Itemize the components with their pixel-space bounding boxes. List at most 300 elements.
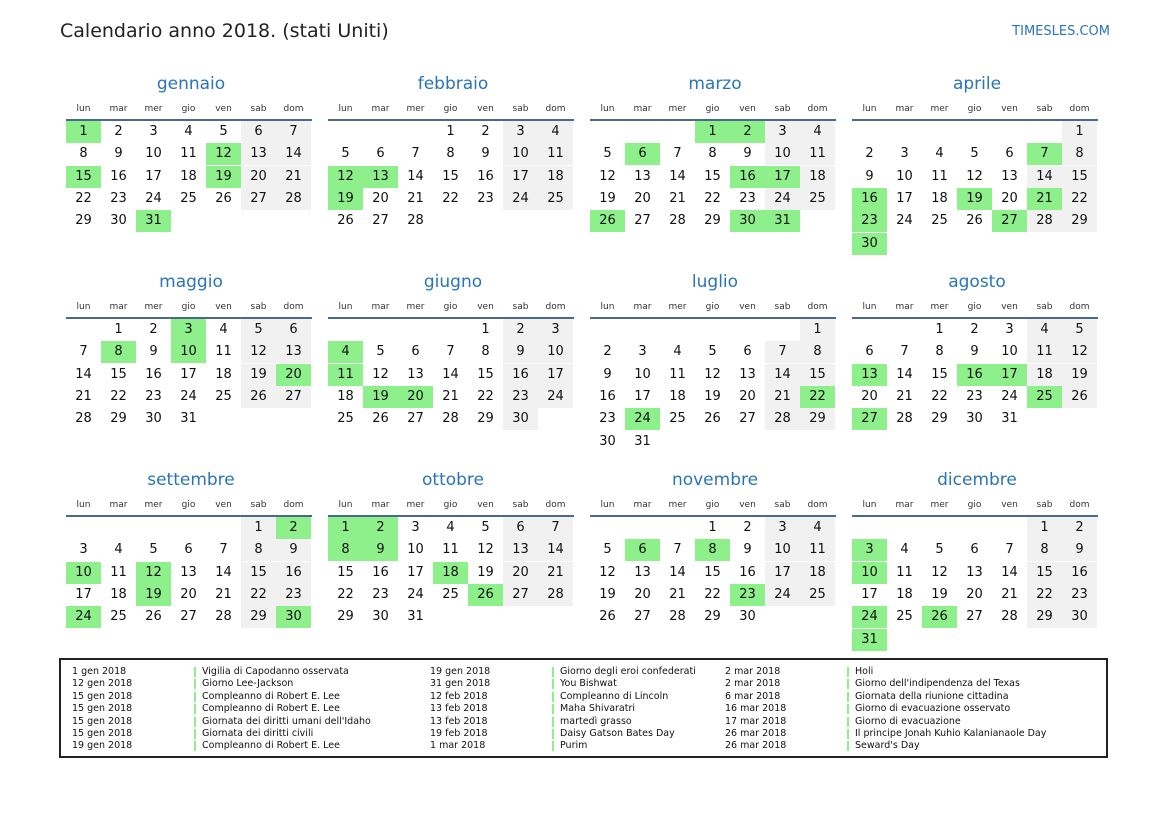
- holiday-date: 1 gen 2018: [72, 666, 127, 677]
- weekday-label: mer: [144, 104, 163, 114]
- weekday-label: dom: [545, 104, 566, 114]
- day-cell: 7: [411, 146, 420, 162]
- weekday-label: mar: [371, 302, 390, 312]
- holiday-day-cell: 1: [328, 517, 363, 539]
- day-cell: 20: [180, 586, 197, 602]
- weekday-label: gio: [443, 104, 458, 114]
- day-cell: 25: [442, 586, 459, 602]
- weekday-label: dom: [807, 104, 828, 114]
- day-cell: 31: [407, 609, 424, 625]
- weekday-label: mar: [371, 104, 390, 114]
- weekday-label: gio: [705, 500, 720, 510]
- holiday-date: 2 mar 2018: [725, 666, 781, 677]
- weekday-label: dom: [283, 302, 304, 312]
- day-cell: 1: [481, 322, 490, 337]
- holiday-marker: [194, 741, 196, 751]
- holiday-day-cell: 2: [363, 517, 398, 539]
- day-cell: 9: [603, 366, 612, 382]
- weekday-label: gio: [443, 500, 458, 510]
- weekday-label: sab: [774, 302, 791, 312]
- weekday-label: mer: [930, 104, 949, 114]
- day-cell: 27: [634, 213, 651, 229]
- weekday-label: mer: [406, 104, 425, 114]
- day-cell: 29: [477, 411, 494, 427]
- day-cell: 30: [503, 408, 538, 430]
- day-cell: 30: [739, 609, 756, 625]
- holiday-date: 2 mar 2018: [725, 678, 781, 690]
- day-cell: 28: [407, 213, 424, 229]
- day-cell: 3: [149, 124, 158, 139]
- day-cell: 9: [503, 341, 538, 363]
- day-cell: 21: [276, 166, 311, 188]
- day-cell: 12: [931, 564, 948, 580]
- day-cell: 15: [800, 364, 835, 386]
- holiday-date: 16 mar 2018: [725, 703, 787, 715]
- day-cell: 28: [276, 188, 311, 210]
- day-cell: 16: [503, 364, 538, 386]
- day-cell: 24: [765, 188, 800, 210]
- day-cell: 28: [896, 411, 913, 427]
- day-cell: 11: [669, 366, 686, 382]
- weekday-label: mer: [930, 302, 949, 312]
- holiday-day-cell: 12: [136, 562, 171, 584]
- day-cell: 15: [704, 168, 721, 184]
- holiday-day-cell: 19: [136, 584, 171, 606]
- day-cell: 19: [1062, 364, 1097, 386]
- day-cell: 1: [446, 124, 455, 139]
- holiday-name: Giorno di evacuazione: [855, 715, 961, 727]
- day-cell: 3: [79, 542, 88, 558]
- day-cell: 14: [1001, 564, 1018, 580]
- day-cell: 7: [276, 121, 311, 143]
- day-cell: 2: [503, 319, 538, 341]
- day-cell: 30: [372, 609, 389, 625]
- holiday-marker: [847, 729, 849, 739]
- day-cell: 13: [966, 564, 983, 580]
- weekday-label: ven: [739, 104, 756, 114]
- day-cell: 5: [1062, 319, 1097, 341]
- weekday-label: gio: [181, 500, 196, 510]
- holiday-day-cell: 16: [957, 364, 992, 386]
- day-cell: 15: [1027, 562, 1062, 584]
- day-cell: 7: [900, 344, 909, 360]
- day-cell: 17: [538, 364, 573, 386]
- day-cell: 6: [241, 121, 276, 143]
- day-cell: 25: [669, 411, 686, 427]
- day-cell: 28: [1027, 210, 1062, 232]
- weekday-label: ven: [477, 302, 494, 312]
- month-name: ottobre: [422, 470, 484, 490]
- holiday-date: 13 feb 2018: [430, 703, 488, 715]
- day-cell: 16: [372, 564, 389, 580]
- day-cell: 12: [966, 168, 983, 184]
- day-cell: 11: [931, 168, 948, 184]
- holiday-day-cell: 2: [730, 121, 765, 143]
- holiday-name: Compleanno di Robert E. Lee: [202, 703, 340, 715]
- holiday-day-cell: 26: [922, 606, 957, 628]
- day-cell: 25: [337, 411, 354, 427]
- day-cell: 11: [110, 564, 127, 580]
- holiday-day-cell: 22: [800, 386, 835, 408]
- day-cell: 23: [372, 586, 389, 602]
- day-cell: 30: [1062, 606, 1097, 628]
- weekday-label: mar: [109, 104, 128, 114]
- day-cell: 19: [599, 586, 616, 602]
- weekday-label: mar: [371, 500, 390, 510]
- weekday-label: mer: [668, 500, 687, 510]
- day-cell: 9: [276, 539, 311, 561]
- day-cell: 8: [241, 539, 276, 561]
- day-cell: 21: [669, 190, 686, 206]
- day-cell: 1: [800, 319, 835, 341]
- day-cell: 17: [765, 562, 800, 584]
- day-cell: 15: [442, 168, 459, 184]
- day-cell: 13: [241, 143, 276, 165]
- weekday-label: mar: [109, 500, 128, 510]
- day-cell: 27: [276, 386, 311, 408]
- holiday-day-cell: 10: [171, 341, 206, 363]
- weekday-label: mar: [109, 302, 128, 312]
- weekday-label: lun: [338, 104, 353, 114]
- holiday-day-cell: 25: [1027, 386, 1062, 408]
- weekday-label: mar: [633, 500, 652, 510]
- holiday-day-cell: 19: [957, 188, 992, 210]
- day-cell: 1: [1027, 517, 1062, 539]
- day-cell: 7: [446, 344, 455, 360]
- day-cell: 22: [442, 190, 459, 206]
- day-cell: 22: [931, 388, 948, 404]
- holiday-day-cell: 16: [730, 166, 765, 188]
- weekday-label: mer: [144, 500, 163, 510]
- weekday-label: sab: [250, 302, 267, 312]
- day-cell: 28: [442, 411, 459, 427]
- holiday-date: 6 mar 2018: [725, 690, 781, 702]
- day-cell: 26: [966, 213, 983, 229]
- day-cell: 20: [1001, 190, 1018, 206]
- weekday-label: mer: [406, 302, 425, 312]
- day-cell: 18: [110, 586, 127, 602]
- day-cell: 31: [180, 411, 197, 427]
- day-cell: 25: [538, 188, 573, 210]
- day-cell: 14: [538, 539, 573, 561]
- holiday-date: 19 gen 2018: [430, 666, 491, 677]
- holiday-name: Seward's Day: [855, 740, 920, 752]
- day-cell: 22: [477, 388, 494, 404]
- weekday-label: ven: [477, 104, 494, 114]
- day-cell: 27: [180, 609, 197, 625]
- day-cell: 1: [935, 322, 944, 337]
- holiday-name: Giorno dell'indipendenza del Texas: [855, 678, 1020, 690]
- day-cell: 9: [1062, 539, 1097, 561]
- month-name: luglio: [691, 272, 739, 292]
- day-cell: 18: [800, 166, 835, 188]
- day-cell: 18: [180, 168, 197, 184]
- day-cell: 6: [276, 319, 311, 341]
- holiday-date: 12 gen 2018: [72, 678, 133, 690]
- holiday-day-cell: 30: [852, 233, 887, 255]
- day-cell: 4: [114, 542, 123, 558]
- day-cell: 4: [800, 121, 835, 143]
- day-cell: 12: [599, 564, 616, 580]
- day-cell: 14: [407, 168, 424, 184]
- holiday-marker: [847, 741, 849, 751]
- weekday-label: lun: [862, 104, 877, 114]
- day-cell: 12: [372, 366, 389, 382]
- day-cell: 7: [538, 517, 573, 539]
- holiday-name: Giorno degli eroi confederati: [560, 666, 696, 677]
- day-cell: 5: [341, 146, 350, 162]
- weekday-label: ven: [477, 500, 494, 510]
- day-cell: 19: [477, 564, 494, 580]
- day-cell: 30: [145, 411, 162, 427]
- holiday-date: 17 mar 2018: [725, 715, 787, 727]
- day-cell: 30: [599, 433, 616, 449]
- day-cell: 7: [1005, 542, 1014, 558]
- day-cell: 21: [538, 562, 573, 584]
- holiday-marker: [847, 717, 849, 727]
- day-cell: 14: [896, 366, 913, 382]
- day-cell: 8: [1062, 143, 1097, 165]
- day-cell: 29: [931, 411, 948, 427]
- holiday-name: Giornata della riunione cittadina: [855, 690, 1009, 702]
- weekday-label: mer: [668, 104, 687, 114]
- holiday-day-cell: 24: [625, 408, 660, 430]
- day-cell: 21: [442, 388, 459, 404]
- day-cell: 10: [765, 143, 800, 165]
- holiday-day-cell: 8: [328, 539, 363, 561]
- day-cell: 1: [241, 517, 276, 539]
- holiday-name: You Bishwat: [560, 678, 617, 690]
- day-cell: 14: [276, 143, 311, 165]
- holiday-day-cell: 19: [206, 166, 241, 188]
- weekday-label: lun: [862, 500, 877, 510]
- page-title: Calendario anno 2018. (stati Uniti): [60, 20, 389, 42]
- day-cell: 29: [241, 606, 276, 628]
- holiday-day-cell: 1: [695, 121, 730, 143]
- day-cell: 9: [743, 542, 752, 558]
- day-cell: 22: [704, 190, 721, 206]
- holiday-day-cell: 13: [363, 166, 398, 188]
- day-cell: 28: [75, 411, 92, 427]
- day-cell: 27: [503, 584, 538, 606]
- day-cell: 13: [180, 564, 197, 580]
- weekday-label: mar: [895, 302, 914, 312]
- day-cell: 16: [599, 388, 616, 404]
- holiday-day-cell: 23: [852, 210, 887, 232]
- day-cell: 29: [110, 411, 127, 427]
- holiday-day-cell: 17: [992, 364, 1027, 386]
- day-cell: 17: [634, 388, 651, 404]
- holiday-name: Compleanno di Robert E. Lee: [202, 690, 340, 702]
- weekday-label: ven: [1001, 104, 1018, 114]
- day-cell: 8: [79, 146, 88, 162]
- day-cell: 28: [669, 609, 686, 625]
- holiday-day-cell: 6: [625, 539, 660, 561]
- holiday-marker: [552, 729, 554, 739]
- holiday-day-cell: 26: [468, 584, 503, 606]
- holiday-marker: [194, 704, 196, 714]
- weekday-label: dom: [1069, 302, 1090, 312]
- holiday-name: Giornata dei diritti civili: [202, 727, 314, 739]
- day-cell: 27: [966, 609, 983, 625]
- day-cell: 14: [669, 168, 686, 184]
- holiday-day-cell: 20: [276, 364, 311, 386]
- holiday-marker: [847, 667, 849, 677]
- day-cell: 14: [75, 366, 92, 382]
- weekday-label: ven: [215, 104, 232, 114]
- day-cell: 17: [145, 168, 162, 184]
- holiday-day-cell: 19: [328, 188, 363, 210]
- day-cell: 23: [966, 388, 983, 404]
- day-cell: 22: [1062, 188, 1097, 210]
- day-cell: 24: [1001, 388, 1018, 404]
- weekday-label: lun: [338, 500, 353, 510]
- weekday-label: lun: [338, 302, 353, 312]
- holiday-name: Daisy Gatson Bates Day: [560, 727, 675, 739]
- day-cell: 4: [800, 517, 835, 539]
- day-cell: 18: [1027, 364, 1062, 386]
- day-cell: 10: [896, 168, 913, 184]
- day-cell: 28: [215, 609, 232, 625]
- day-cell: 21: [215, 586, 232, 602]
- day-cell: 13: [634, 168, 651, 184]
- day-cell: 11: [442, 542, 459, 558]
- weekday-label: sab: [250, 104, 267, 114]
- day-cell: 2: [149, 322, 158, 337]
- holiday-date: 31 gen 2018: [430, 678, 491, 690]
- day-cell: 26: [372, 411, 389, 427]
- holiday-day-cell: 24: [66, 606, 101, 628]
- holiday-name: Purim: [560, 740, 588, 752]
- day-cell: 28: [538, 584, 573, 606]
- day-cell: 18: [800, 562, 835, 584]
- day-cell: 13: [1001, 168, 1018, 184]
- day-cell: 20: [966, 586, 983, 602]
- day-cell: 3: [638, 344, 647, 360]
- day-cell: 30: [966, 411, 983, 427]
- weekday-label: gio: [967, 104, 982, 114]
- day-cell: 19: [704, 388, 721, 404]
- holiday-date: 15 gen 2018: [72, 715, 133, 727]
- site-link[interactable]: TIMESLES.COM: [1012, 24, 1110, 39]
- day-cell: 6: [970, 542, 979, 558]
- day-cell: 5: [970, 146, 979, 162]
- day-cell: 26: [241, 386, 276, 408]
- holiday-list: [59, 658, 1108, 758]
- day-cell: 6: [184, 542, 193, 558]
- day-cell: 20: [634, 190, 651, 206]
- holiday-marker: [847, 692, 849, 702]
- weekday-label: gio: [181, 104, 196, 114]
- holiday-day-cell: 1: [66, 121, 101, 143]
- holiday-name: Maha Shivaratri: [560, 703, 636, 715]
- weekday-label: sab: [1036, 104, 1053, 114]
- weekday-label: ven: [1001, 500, 1018, 510]
- day-cell: 11: [896, 564, 913, 580]
- day-cell: 28: [1001, 609, 1018, 625]
- holiday-name: Giornata dei diritti umani dell'Idaho: [202, 715, 371, 727]
- day-cell: 29: [1027, 606, 1062, 628]
- holiday-day-cell: 21: [1027, 188, 1062, 210]
- day-cell: 19: [931, 586, 948, 602]
- day-cell: 12: [477, 542, 494, 558]
- day-cell: 22: [337, 586, 354, 602]
- holiday-date: 1 mar 2018: [430, 740, 486, 752]
- day-cell: 10: [634, 366, 651, 382]
- day-cell: 4: [446, 520, 455, 535]
- weekday-label: gio: [705, 302, 720, 312]
- day-cell: 28: [765, 408, 800, 430]
- weekday-label: lun: [600, 500, 615, 510]
- day-cell: 24: [538, 386, 573, 408]
- day-cell: 17: [407, 564, 424, 580]
- weekday-label: gio: [967, 500, 982, 510]
- weekday-label: dom: [283, 104, 304, 114]
- holiday-day-cell: 31: [852, 629, 887, 651]
- day-cell: 21: [1001, 586, 1018, 602]
- day-cell: 2: [743, 520, 752, 535]
- day-cell: 6: [503, 517, 538, 539]
- day-cell: 20: [241, 166, 276, 188]
- weekday-label: sab: [250, 500, 267, 510]
- weekday-label: sab: [1036, 302, 1053, 312]
- weekday-label: ven: [215, 302, 232, 312]
- holiday-day-cell: 26: [590, 210, 625, 232]
- day-cell: 3: [503, 121, 538, 143]
- day-cell: 4: [219, 322, 228, 337]
- holiday-marker: [552, 704, 554, 714]
- day-cell: 5: [149, 542, 158, 558]
- holiday-marker: [194, 692, 196, 702]
- weekday-label: ven: [215, 500, 232, 510]
- day-cell: 5: [708, 344, 717, 360]
- day-cell: 13: [503, 539, 538, 561]
- day-cell: 23: [739, 190, 756, 206]
- weekday-label: dom: [1069, 104, 1090, 114]
- day-cell: 29: [337, 609, 354, 625]
- day-cell: 17: [180, 366, 197, 382]
- day-cell: 8: [708, 146, 717, 162]
- day-cell: 19: [599, 190, 616, 206]
- day-cell: 24: [765, 584, 800, 606]
- weekday-label: gio: [443, 302, 458, 312]
- weekday-label: sab: [512, 302, 529, 312]
- day-cell: 21: [765, 386, 800, 408]
- holiday-date: 19 gen 2018: [72, 740, 133, 752]
- day-cell: 2: [1062, 517, 1097, 539]
- day-cell: 16: [276, 562, 311, 584]
- holiday-day-cell: 30: [730, 210, 765, 232]
- day-cell: 2: [481, 124, 490, 139]
- day-cell: 6: [376, 146, 385, 162]
- day-cell: 18: [215, 366, 232, 382]
- day-cell: 8: [1027, 539, 1062, 561]
- holiday-day-cell: 18: [433, 562, 468, 584]
- day-cell: 14: [669, 564, 686, 580]
- day-cell: 14: [215, 564, 232, 580]
- day-cell: 6: [865, 344, 874, 360]
- holiday-marker: [194, 679, 196, 689]
- weekday-label: dom: [545, 500, 566, 510]
- holiday-date: 15 gen 2018: [72, 690, 133, 702]
- day-cell: 17: [75, 586, 92, 602]
- holiday-day-cell: 24: [852, 606, 887, 628]
- day-cell: 11: [1027, 341, 1062, 363]
- day-cell: 18: [337, 388, 354, 404]
- day-cell: 3: [1005, 322, 1014, 337]
- holiday-date: 26 mar 2018: [725, 727, 787, 739]
- day-cell: 15: [110, 366, 127, 382]
